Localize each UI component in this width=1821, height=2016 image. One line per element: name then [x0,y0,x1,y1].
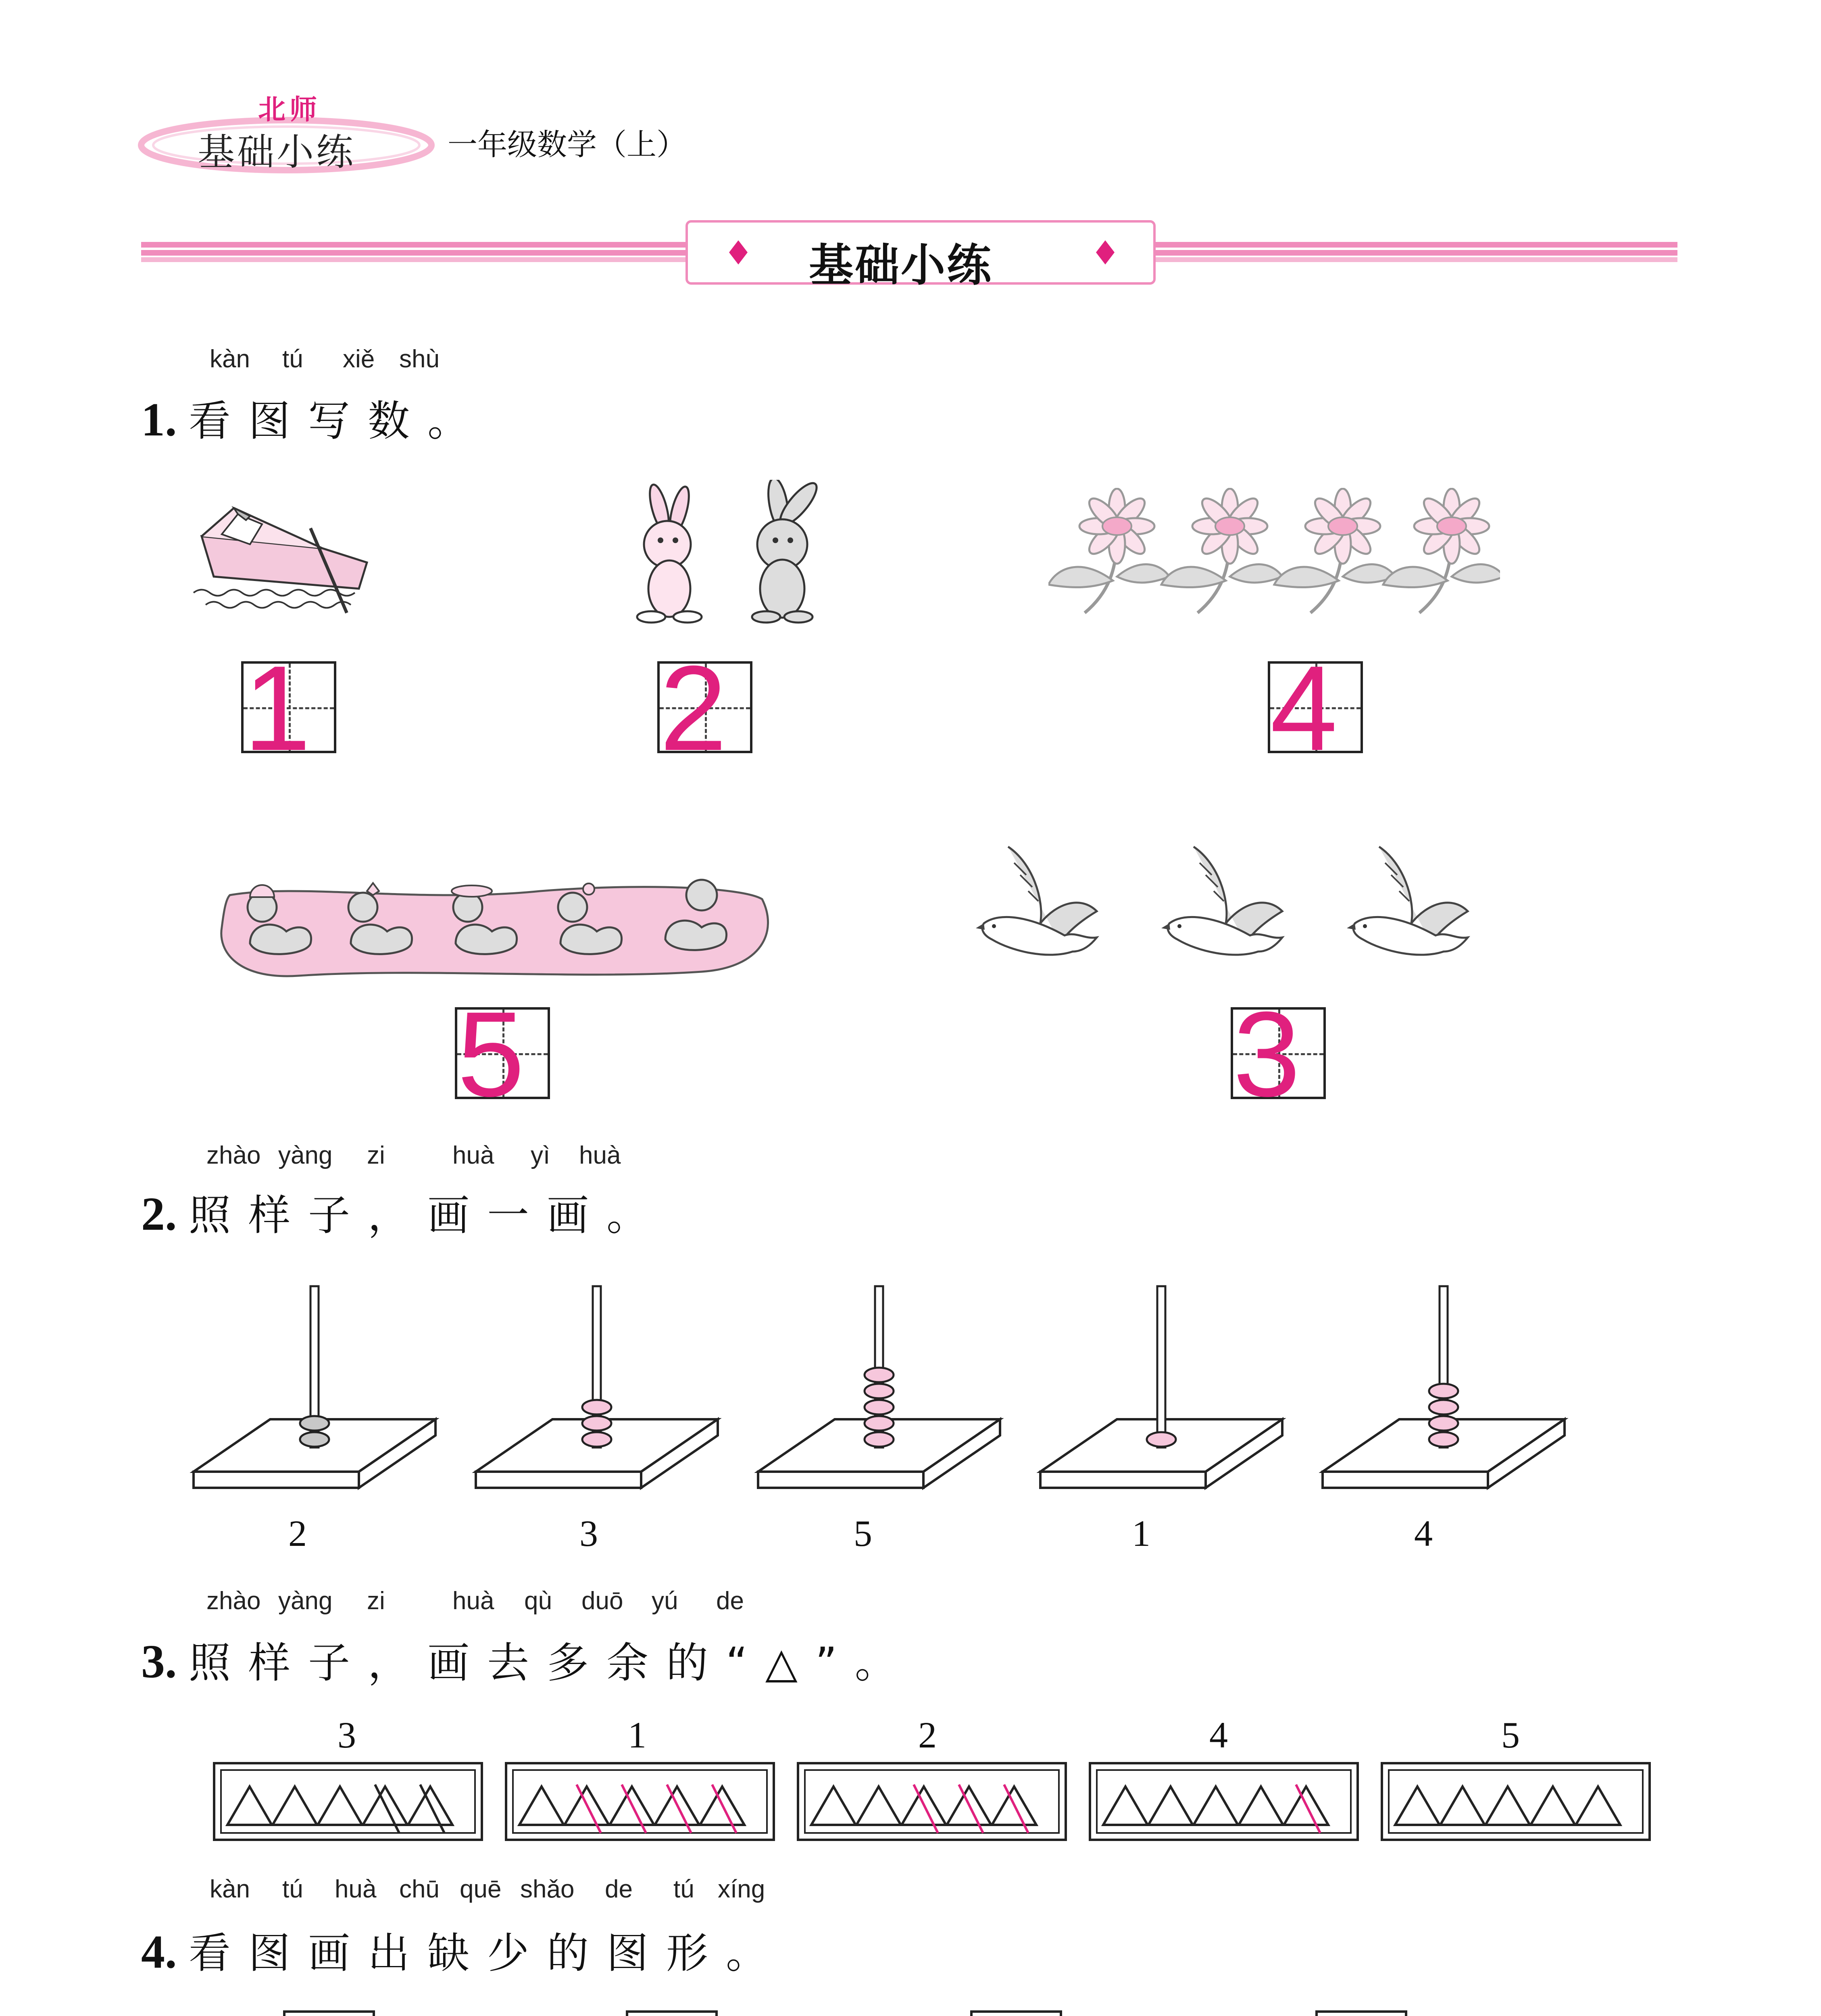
abacus-bead [582,1416,611,1431]
tri-box-3[interactable] [797,1762,1067,1841]
abacus-bead [1429,1416,1458,1431]
answer-box-rabbits[interactable]: 2 [657,661,752,753]
q4-text: 看图画出缺少的图形。 [189,1929,786,1978]
abacus-1[interactable] [194,1286,435,1488]
tri-label-1: 3 [338,1714,356,1756]
shape-box-label [1315,2010,1407,2016]
triangle [1103,1787,1148,1825]
section-band-left [141,242,690,262]
answer-box-boat[interactable]: 1 [241,661,336,753]
triangle [1440,1787,1485,1825]
abacus-2[interactable] [476,1286,718,1488]
abacus-bead [865,1384,894,1398]
abacus-label-3: 5 [854,1513,872,1554]
q1-heading: 1. 看图写数。 [141,393,488,446]
tri-box-2[interactable] [505,1762,775,1841]
abacus-5[interactable] [1323,1286,1565,1488]
tri-box-1[interactable] [213,1762,483,1841]
book-subtitle: 一年级数学（上） [448,127,686,162]
answer-box-flowers[interactable]: 4 [1268,661,1363,753]
abacus-bead [300,1432,329,1447]
brand-top: 北师 [258,94,321,126]
triangle [273,1787,317,1825]
abacus-bead [865,1432,894,1447]
tri-box-5[interactable] [1381,1762,1651,1841]
triangle [1194,1787,1238,1825]
abacus-bead [582,1432,611,1447]
shape-box-label [970,2010,1062,2016]
abacus-bead [1429,1432,1458,1447]
answer-box-ducks[interactable]: 5 [455,1007,550,1099]
birds-picture [976,818,1512,973]
abacus-bead [865,1400,894,1414]
abacus-row [185,1278,1581,1506]
triangle [1486,1787,1530,1825]
tri-label-4: 4 [1209,1714,1228,1756]
abacus-bead [582,1400,611,1414]
flowers-picture [1048,488,1500,623]
abacus-label-1: 2 [288,1513,307,1554]
rabbits-picture [621,480,847,627]
abacus-label-2: 3 [579,1513,598,1554]
abacus-4[interactable] [1040,1286,1282,1488]
q2-text: 照样子，画一画。 [189,1191,667,1240]
triangle [856,1787,901,1825]
triangle [1395,1787,1440,1825]
triangle [1148,1787,1193,1825]
abacus-bead [865,1416,894,1431]
section-band-right [1153,242,1677,262]
shape-box-label [626,2010,718,2016]
diamond-left-icon [728,240,748,260]
tri-label-2: 1 [628,1714,646,1756]
abacus-bead [300,1416,329,1431]
ducks-picture [218,851,774,985]
tri-label-3: 2 [918,1714,937,1756]
triangle [1531,1787,1575,1825]
triangle [1576,1787,1620,1825]
abacus-bead [1147,1432,1176,1447]
triangle [519,1787,564,1825]
tri-box-4[interactable] [1089,1762,1359,1841]
triangle [227,1787,272,1825]
answer-box-birds[interactable]: 3 [1231,1007,1326,1099]
shape-box-label [283,2010,375,2016]
diamond-right-icon [1095,240,1115,260]
abacus-label-5: 4 [1414,1513,1433,1554]
tri-label-5: 5 [1501,1714,1520,1756]
abacus-3[interactable] [758,1286,1000,1488]
triangle [811,1787,856,1825]
abacus-bead [1429,1400,1458,1414]
q3-heading: 3. 照样子，画去多余的“△”。 [141,1635,915,1688]
brand-logo [137,81,435,185]
q3-text: 照样子，画去多余的“△”。 [189,1638,915,1687]
boat-picture [190,496,383,619]
triangle [318,1787,362,1825]
triangle [1239,1787,1283,1825]
section-title: 基础小练 [809,240,993,291]
abacus-bead [865,1368,894,1382]
section-title-box [685,220,1156,291]
q4-heading: 4. 看图画出缺少的图形。 [141,1925,786,1978]
abacus-bead [1429,1384,1458,1398]
brand-main: 基础小练 [198,131,356,174]
q1-text: 看图写数。 [189,396,488,446]
abacus-label-4: 1 [1132,1513,1150,1554]
q2-heading: 2. 照样子，画一画。 [141,1187,667,1240]
